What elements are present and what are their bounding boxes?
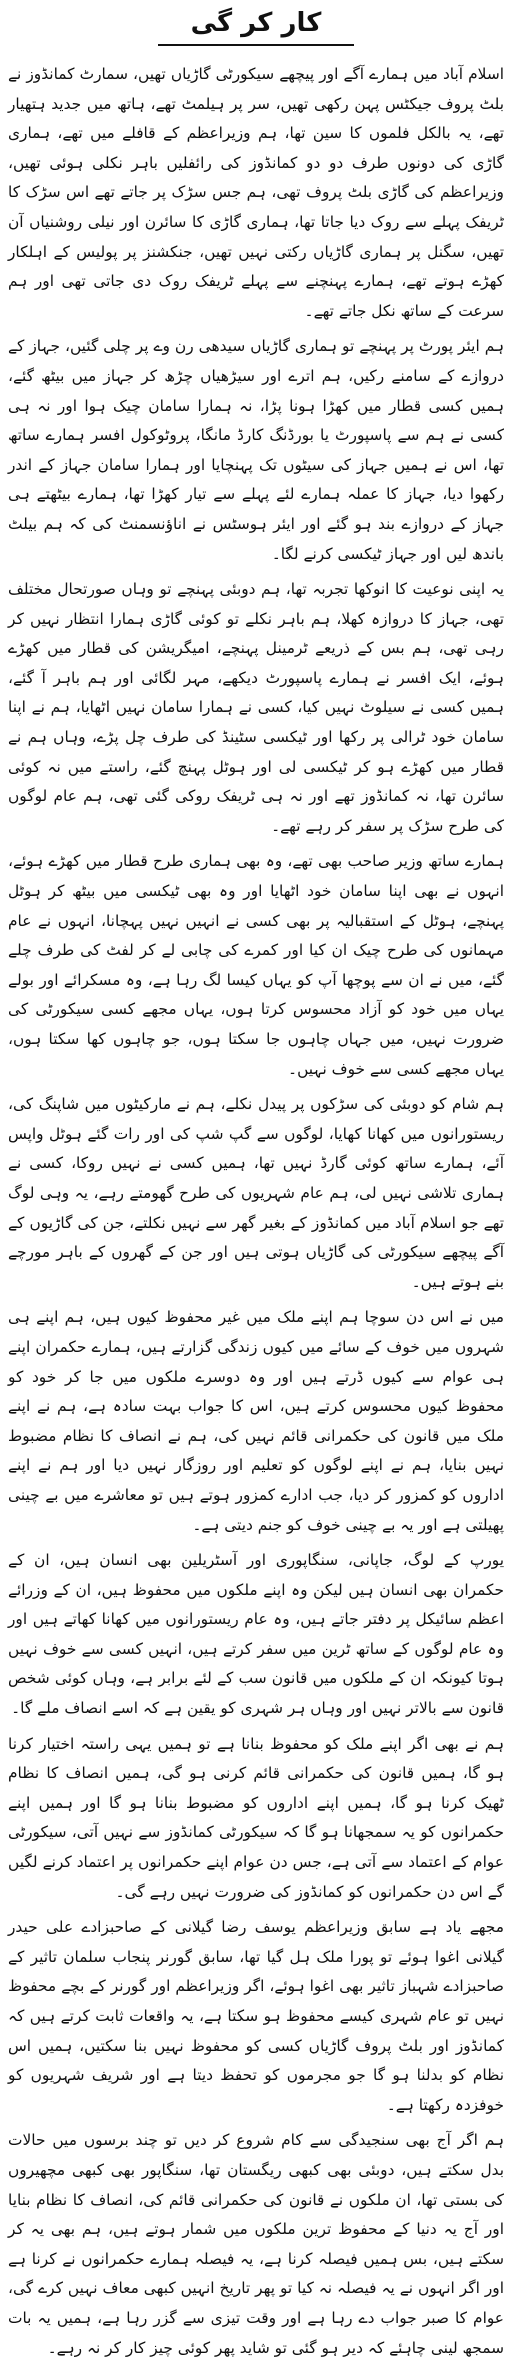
body-paragraph: ہم نے بھی اگر اپنے ملک کو محفوظ بنانا ہے تو ہمیں یہی راستہ اختیار کرنا ہو گا، ہمیں قانون کی حکمرانی قائم کرنی ہو گی، ہمیں انصاف کا نظام ٹھیک کرنا ہو گا، ہمیں اپنے اداروں کو مضبوط بنانا ہو گا اور ہمیں اپنے حکمرانوں کو یہ سمجھانا ہو گا کہ سیکورٹی کمانڈوز سے نہیں آتی، سیکورٹی عوام کے اعتماد سے آتی ہے، جس دن عوام اپنے حکمرانوں پر اعتماد کرنے لگیں گے اس دن حکمرانوں کو کمانڈوز کی ضرورت نہیں رہے گی۔ [8, 1734, 504, 1901]
body-paragraph: ہم اگر آج بھی سنجیدگی سے کام شروع کر دیں تو چند برسوں میں حالات بدل سکتے ہیں، دوبئی بھی کبھی ریگستان تھا، سنگاپور بھی کبھی مچھیروں کی بستی تھا، ان ملکوں نے قانون کی حکمرانی قائم کی، انصاف کا نظام بنایا اور آج یہ دنیا کے محفوظ ترین ملکوں میں شمار ہوتے ہیں، ہم بھی یہ کر سکتے ہیں، بس ہمیں فیصلہ کرنا ہے، یہ فیصلہ ہمارے حکمرانوں نے کرنا ہے اور اگر انہوں نے یہ فیصلہ نہ کیا تو پھر تاریخ انہیں کبھی معاف نہیں کرے گی، عوام کا صبر جواب دے رہا ہے اور وقت تیزی سے گزر رہا ہے، ہمیں یہ بات سمجھ لینی چاہئے کہ دیر ہو گئی تو شاید پھر کوئی چیز کار کر نہ رہے۔ [8, 2131, 504, 2357]
body-paragraph: ہم شام کو دوبئی کی سڑکوں پر پیدل نکلے، ہم نے مارکیٹوں میں شاپنگ کی، ریستورانوں میں کھانا کھایا، لوگوں سے گپ شپ کی اور رات گئے ہوٹل واپس آئے، ہمارے ساتھ کوئی گارڈ نہیں تھا، ہمیں کسی نے نہیں روکا، کسی نے ہماری تلاشی نہیں لی، ہم عام شہریوں کی طرح گھومتے رہے، یہ وہی لوگ تھے جو اسلام آباد میں کمانڈوز کے بغیر گھر سے نہیں نکلتے، جن کی گاڑیوں کے آگے پیچھے سیکورٹی کی گاڑیاں ہوتی ہیں اور جن کے گھروں کے باہر مورچے بنے ہوتے ہیں۔ [8, 1095, 504, 1291]
column-headline: کار کر گی [190, 8, 322, 38]
body-paragraph: ہم ایئر پورٹ پر پہنچے تو ہماری گاڑیاں سیدھی رن وے پر چلی گئیں، جہاز کے دروازے کے سامنے رکیں، ہم اترے اور سیڑھیاں چڑھ کر جہاز میں بیٹھ گئے، ہمیں کسی قطار میں کھڑا ہونا پڑا، نہ ہمارا سامان چیک ہوا اور نہ ہی کسی نے ہم سے پاسپورٹ یا بورڈنگ کارڈ مانگا، پروٹوکول افسر ہمارے ساتھ تھا، اس نے ہمیں جہاز کی سیٹوں تک پہنچایا اور ہمارا سامان جہاز کے اندر رکھوا دیا، جہاز کا عملہ ہمارے لئے پہلے سے تیار کھڑا تھا، ہمارے بیٹھتے ہی جہاز کے دروازے بند ہو گئے اور ایئر ہوسٹس نے اناؤنسمنٹ کی کہ ہم بیلٹ باندھ لیں اور جہاز ٹیکسی کرنے لگا۔ [8, 337, 504, 563]
column-body [8, 60, 504, 2359]
body-paragraph: یہ اپنی نوعیت کا انوکھا تجربہ تھا، ہم دوبئی پہنچے تو وہاں صورتحال مختلف تھی، جہاز کا دروازہ کھلا، ہم باہر نکلے تو کوئی گاڑی ہمارا انتظار نہیں کر رہی تھی، ہم بس کے ذریعے ٹرمینل پہنچے، امیگریشن کی قطار میں کھڑے ہوئے، ایک افسر نے ہمارے پاسپورٹ دیکھے، مہر لگائی اور ہم باہر آ گئے، ہمیں کسی نے سیلوٹ نہیں کیا، کسی نے ہمارا سامان نہیں اٹھایا، ہم نے اپنا سامان خود ٹرالی پر رکھا اور ٹیکسی سٹینڈ کی طرف چل پڑے، وہاں ہم نے قطار میں کھڑے ہو کر ٹیکسی لی اور ہوٹل پہنچ گئے، راستے میں نہ کوئی سائرن تھا، نہ کمانڈوز تھے اور نہ ہی ٹریفک روکی گئی تھی، ہم عام لوگوں کی طرح سڑک پر سفر کر رہے تھے۔ [8, 580, 504, 835]
body-paragraph: یورپ کے لوگ، جاپانی، سنگاپوری اور آسٹریلین بھی انسان ہیں، ان کے حکمران بھی انسان ہیں لیکن وہ اپنے ملکوں میں محفوظ ہیں، ان کے وزرائے اعظم سائیکل پر دفتر جاتے ہیں، وہ عام ریستورانوں میں کھانا کھاتے ہیں اور وہ عام لوگوں کے ساتھ ٹرین میں سفر کرتے ہیں، انہیں کسی سے خوف نہیں ہوتا کیونکہ ان کے ملکوں میں قانون سب کے لئے برابر ہے، وہاں کوئی شخص قانون سے بالاتر نہیں اور وہاں ہر شہری کو یقین ہے کہ اسے انصاف ملے گا۔ [8, 1551, 504, 1718]
body-paragraph: میں نے اس دن سوچا ہم اپنے ملک میں غیر محفوظ کیوں ہیں، ہم اپنے ہی شہروں میں خوف کے سائے میں کیوں زندگی گزارتے ہیں، ہمارے حکمران اپنے ہی عوام سے کیوں ڈرتے ہیں اور وہ دوسرے ملکوں میں جا کر خود کو محفوظ کیوں محسوس کرتے ہیں، اس کا جواب بہت سادہ ہے، ہم نے اپنے ملک میں قانون کی حکمرانی قائم نہیں کی، ہم نے انصاف کا نظام مضبوط نہیں بنایا، ہم نے اپنے لوگوں کو تعلیم اور روزگار نہیں دیا اور ہم نے اپنے اداروں کو کمزور کر دیا، جب ادارے کمزور ہوتے ہیں تو معاشرے میں بے چینی پھیلتی ہے اور یہ بے چینی خوف کو جنم دیتی ہے۔ [8, 1308, 504, 1534]
headline-underline [158, 44, 354, 46]
body-paragraph: مجھے یاد ہے سابق وزیراعظم یوسف رضا گیلانی کے صاحبزادے علی حیدر گیلانی اغوا ہوئے تو پورا ملک ہل گیا تھا، سابق گورنر پنجاب سلمان تاثیر کے صاحبزادے شہباز تاثیر بھی اغوا ہوئے، اگر وزیراعظم اور گورنر کے بچے محفوظ نہیں تو عام شہری کیسے محفوظ ہو سکتا ہے، یہ واقعات ثابت کرتے ہیں کہ کمانڈوز اور بلٹ پروف گاڑیاں کسی کو محفوظ نہیں بنا سکتیں، ہمیں اس نظام کو بدلنا ہو گا جو مجرموں کو تحفظ دیتا ہے اور شریف شہریوں کو خوفزدہ رکھتا ہے۔ [8, 1918, 504, 2114]
body-paragraph: ہمارے ساتھ وزیر صاحب بھی تھے، وہ بھی ہماری طرح قطار میں کھڑے ہوئے، انہوں نے بھی اپنا سامان خود اٹھایا اور وہ بھی ٹیکسی میں بیٹھ کر ہوٹل پہنچے، ہوٹل کے استقبالیہ پر بھی کسی نے انہیں نہیں پہچانا، انہوں نے عام مہمانوں کی طرح چیک ان کیا اور کمرے کی چابی لے کر لفٹ کی طرف چلے گئے، میں نے ان سے پوچھا آپ کو یہاں کیسا لگ رہا ہے، وہ مسکرائے اور بولے یہاں میں خود کو آزاد محسوس کرتا ہوں، یہاں مجھے کسی سیکورٹی کی ضرورت نہیں، میں جہاں چاہوں جا سکتا ہوں، جو چاہوں کھا سکتا ہوں، یہاں مجھے کسی سے خوف نہیں۔ [8, 852, 504, 1078]
body-paragraph: اسلام آباد میں ہمارے آگے اور پیچھے سیکورٹی گاڑیاں تھیں، سمارٹ کمانڈوز نے بلٹ پروف جیکٹس پہن رکھی تھیں، سر پر ہیلمٹ تھے، ہاتھ میں جدید ہتھیار تھے، یہ بالکل فلموں کا سین تھا، ہم وزیراعظم کے قافلے میں تھے، ہماری گاڑی کی دونوں طرف دو دو کمانڈوز کی رائفلیں باہر نکلی ہوئی تھیں، وزیراعظم کی گاڑی بلٹ پروف تھی، ہم جس سڑک پر جاتے تھے اس سڑک کا ٹریفک پہلے سے روک دیا جاتا تھا، ہماری گاڑی کا سائرن اور نیلی روشنیاں آن تھیں، سگنل پر ہماری گاڑیاں رکتی نہیں تھیں، جنکشنز پر پولیس کے اہلکار کھڑے ہوتے تھے، ہمارے پہنچنے سے پہلے ٹریفک روک دی جاتی تھی اور ہم سرعت کے ساتھ نکل جاتے تھے۔ [8, 65, 504, 320]
